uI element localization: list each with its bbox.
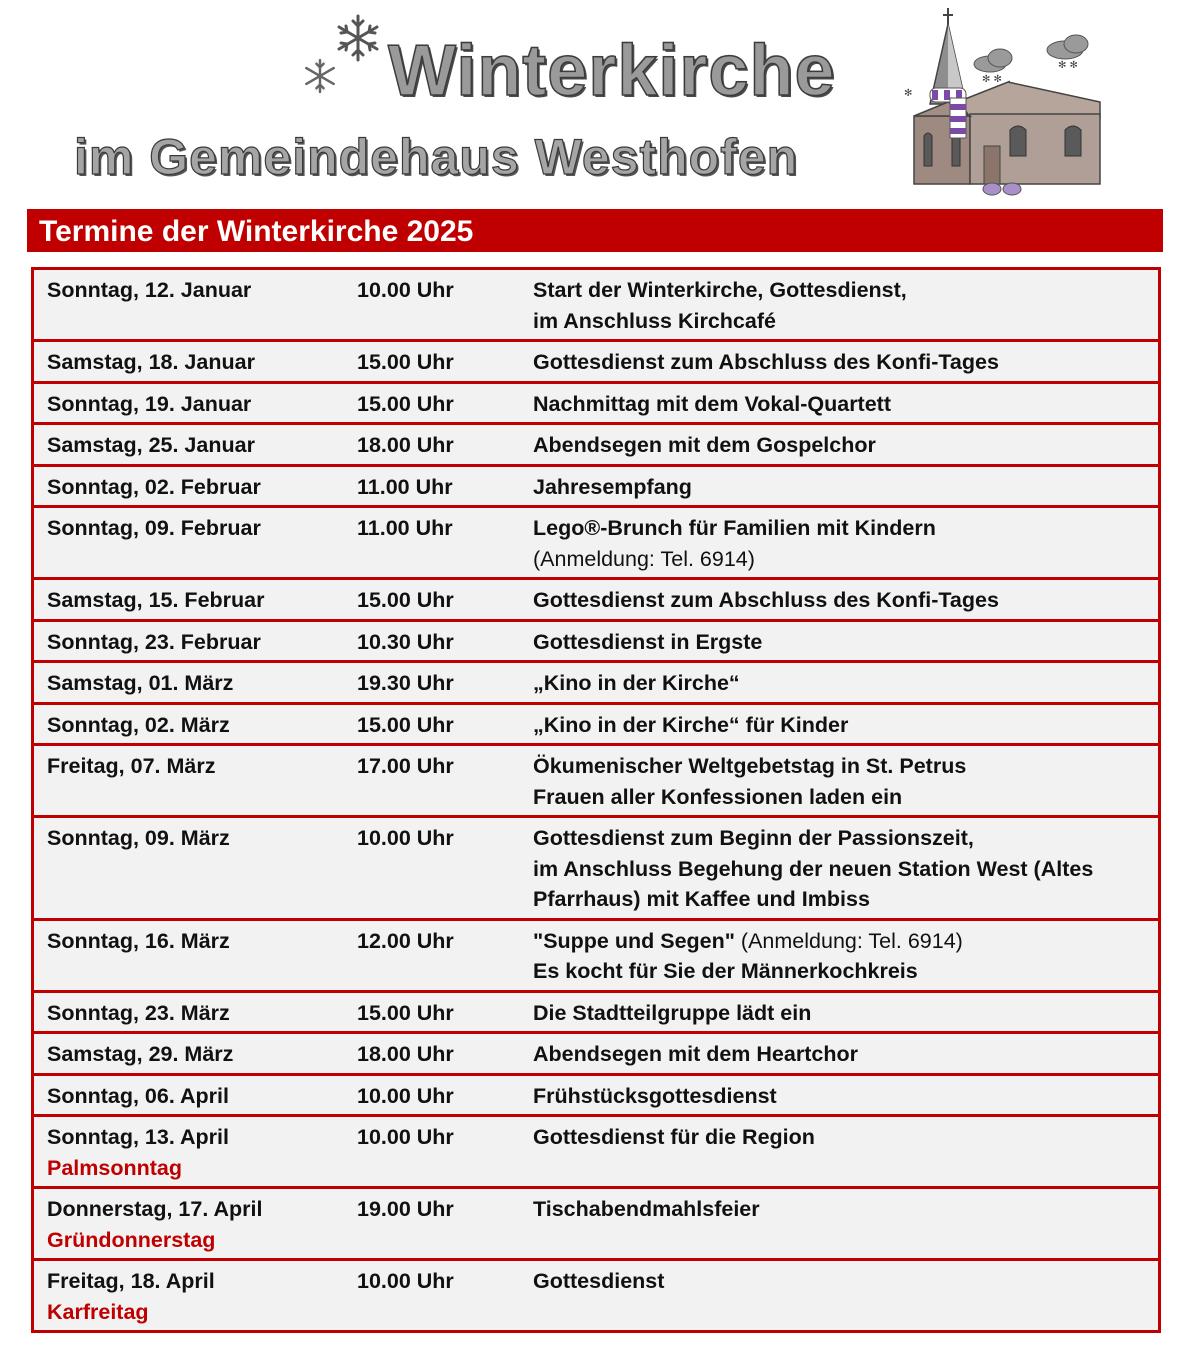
svg-text:✻: ✻	[904, 88, 913, 99]
event-description-line: Ökumenischer Weltgebetstag in St. Petrus	[533, 754, 967, 778]
event-date-cell	[34, 347, 357, 378]
event-date-cell	[34, 1194, 357, 1255]
event-date: Sonntag, 02. Februar	[47, 474, 261, 499]
event-date: Sonntag, 19. Januar	[47, 391, 252, 416]
event-time: 18.00 Uhr	[357, 433, 454, 457]
event-description-line: Die Stadtteilgruppe lädt ein	[533, 1000, 812, 1025]
event-time: 10.30 Uhr	[357, 629, 454, 654]
event-description-line: Gottesdienst zum Abschluss des Konfi-Tages	[533, 588, 999, 612]
event-description	[533, 585, 1158, 616]
event-holiday: Gründonnerstag	[47, 1227, 216, 1252]
event-note: (Anmeldung: Tel. 6914)	[533, 546, 755, 571]
event-description	[533, 1081, 1158, 1112]
event-time: 15.00 Uhr	[357, 350, 454, 374]
table-row	[34, 425, 1158, 467]
event-date-cell	[34, 751, 357, 812]
event-description	[533, 1122, 1158, 1183]
table-row	[34, 993, 1158, 1035]
event-time: 15.00 Uhr	[357, 391, 454, 416]
event-date: Sonntag, 23. März	[47, 1000, 230, 1025]
event-date: Sonntag, 02. März	[47, 712, 230, 737]
event-description	[533, 389, 1158, 420]
table-row	[34, 622, 1158, 664]
event-description-line: „Kino in der Kirche“ für Kinder	[533, 712, 849, 737]
event-description	[533, 926, 1158, 987]
table-row	[34, 746, 1158, 818]
event-date-cell	[34, 1122, 357, 1183]
table-row	[34, 818, 1158, 921]
event-date-cell	[34, 275, 357, 336]
event-description-line: Gottesdienst zum Abschluss des Konfi-Tages	[533, 350, 999, 374]
snowflake-icon	[333, 13, 383, 63]
event-date: Samstag, 18. Januar	[47, 350, 255, 374]
event-time: 19.30 Uhr	[357, 671, 454, 695]
event-date: Sonntag, 12. Januar	[47, 278, 252, 302]
event-date-cell	[34, 823, 357, 915]
event-description-line: Abendsegen mit dem Heartchor	[533, 1042, 858, 1066]
event-description	[533, 627, 1158, 658]
event-date: Freitag, 18. April	[47, 1269, 215, 1293]
table-row	[34, 921, 1158, 993]
event-holiday: Karfreitag	[47, 1299, 149, 1324]
church-illustration	[900, 6, 1125, 201]
event-description-line: Lego®-Brunch für Familien mit Kindern	[533, 516, 936, 540]
event-date-cell	[34, 1081, 357, 1112]
event-date-cell	[34, 1266, 357, 1327]
table-row	[34, 467, 1158, 509]
event-time: 11.00 Uhr	[357, 474, 453, 499]
event-date: Samstag, 29. März	[47, 1042, 234, 1066]
event-time: 18.00 Uhr	[357, 1042, 454, 1066]
event-inline-note: (Anmeldung: Tel. 6914)	[734, 928, 963, 953]
event-description-line: Nachmittag mit dem Vokal-Quartett	[533, 391, 891, 416]
event-description	[533, 710, 1158, 741]
table-row	[34, 705, 1158, 747]
event-description	[533, 823, 1158, 915]
header	[0, 0, 1181, 205]
event-description-line: Frauen aller Konfessionen laden ein	[533, 784, 903, 809]
event-time: 10.00 Uhr	[357, 1269, 454, 1293]
event-time: 15.00 Uhr	[357, 1000, 454, 1025]
event-date: Sonntag, 06. April	[47, 1083, 229, 1108]
event-description	[533, 1039, 1158, 1070]
table-row	[34, 270, 1158, 342]
event-inline-title: "Suppe und Segen"	[533, 928, 735, 953]
event-date: Sonntag, 16. März	[47, 928, 230, 953]
event-description-line: Abendsegen mit dem Gospelchor	[533, 433, 876, 457]
event-date: Donnerstag, 17. April	[47, 1197, 263, 1221]
event-description-line: Gottesdienst in Ergste	[533, 629, 763, 654]
table-row	[34, 342, 1158, 384]
event-description-line: „Kino in der Kirche“	[533, 671, 740, 695]
event-date-cell	[34, 513, 357, 574]
event-time: 10.00 Uhr	[357, 278, 454, 302]
table-row	[34, 384, 1158, 426]
event-time: 17.00 Uhr	[357, 754, 454, 778]
event-time: 12.00 Uhr	[357, 928, 454, 953]
event-time: 11.00 Uhr	[357, 516, 453, 540]
event-date: Samstag, 25. Januar	[47, 433, 255, 457]
event-date: Sonntag, 09. Februar	[47, 516, 261, 540]
event-description-line: Tischabendmahlsfeier	[533, 1197, 760, 1221]
event-description-line: Gottesdienst für die Region	[533, 1125, 815, 1149]
table-row	[34, 1076, 1158, 1118]
event-date-cell	[34, 389, 357, 420]
table-row	[34, 1117, 1158, 1189]
event-description	[533, 472, 1158, 503]
event-date-cell	[34, 998, 357, 1029]
event-date-cell	[34, 430, 357, 461]
event-description	[533, 1194, 1158, 1255]
table-row	[34, 1034, 1158, 1076]
event-date-cell	[34, 1039, 357, 1070]
event-description-line: Gottesdienst	[533, 1269, 665, 1293]
event-date: Sonntag, 13. April	[47, 1125, 229, 1149]
event-time: 10.00 Uhr	[357, 1083, 454, 1108]
event-time: 10.00 Uhr	[357, 1125, 454, 1149]
event-date-cell	[34, 926, 357, 987]
page-subtitle: im Gemeindehaus Westhofen	[74, 129, 799, 185]
table-row	[34, 663, 1158, 705]
event-description	[533, 513, 1158, 574]
event-description-line: Start der Winterkirche, Gottesdienst,	[533, 278, 907, 302]
table-row	[34, 1261, 1158, 1330]
section-banner: Termine der Winterkirche 2025	[27, 209, 1163, 252]
event-time: 15.00 Uhr	[357, 712, 454, 737]
event-date: Sonntag, 09. März	[47, 826, 230, 850]
table-row	[34, 1189, 1158, 1261]
event-description-line: im Anschluss Begehung der neuen Station West (Altes	[533, 856, 1094, 881]
page-title: Winterkirche	[388, 31, 836, 111]
event-description-line: im Anschluss Kirchcafé	[533, 308, 776, 333]
table-row	[34, 508, 1158, 580]
svg-text:✻ ✻: ✻ ✻	[982, 74, 1002, 85]
event-description	[533, 275, 1158, 336]
event-date: Samstag, 01. März	[47, 671, 234, 695]
svg-text:✻ ✻: ✻ ✻	[1058, 60, 1078, 71]
table-row	[34, 580, 1158, 622]
event-date-cell	[34, 668, 357, 699]
event-description-line: Gottesdienst zum Beginn der Passionszeit,	[533, 826, 974, 850]
event-date-cell	[34, 585, 357, 616]
snowflake-icon	[302, 58, 338, 94]
event-date-cell	[34, 627, 357, 658]
event-description	[533, 751, 1158, 812]
event-description-line: Pfarrhaus) mit Kaffee und Imbiss	[533, 887, 870, 911]
event-time: 19.00 Uhr	[357, 1197, 454, 1221]
event-holiday: Palmsonntag	[47, 1155, 182, 1180]
event-description	[533, 998, 1158, 1029]
event-description-line: Jahresempfang	[533, 474, 692, 499]
event-date-cell	[34, 710, 357, 741]
event-date: Samstag, 15. Februar	[47, 588, 265, 612]
event-date: Sonntag, 23. Februar	[47, 629, 261, 654]
event-description	[533, 347, 1158, 378]
events-table	[31, 267, 1161, 1333]
event-description	[533, 430, 1158, 461]
event-time: 15.00 Uhr	[357, 588, 454, 612]
event-time: 10.00 Uhr	[357, 826, 454, 850]
event-description-line: Es kocht für Sie der Männerkochkreis	[533, 959, 918, 983]
event-description	[533, 1266, 1158, 1327]
event-date: Freitag, 07. März	[47, 754, 216, 778]
event-description	[533, 668, 1158, 699]
event-description-line	[533, 926, 1150, 957]
event-date-cell	[34, 472, 357, 503]
event-description-line: Frühstücksgottesdienst	[533, 1083, 777, 1108]
